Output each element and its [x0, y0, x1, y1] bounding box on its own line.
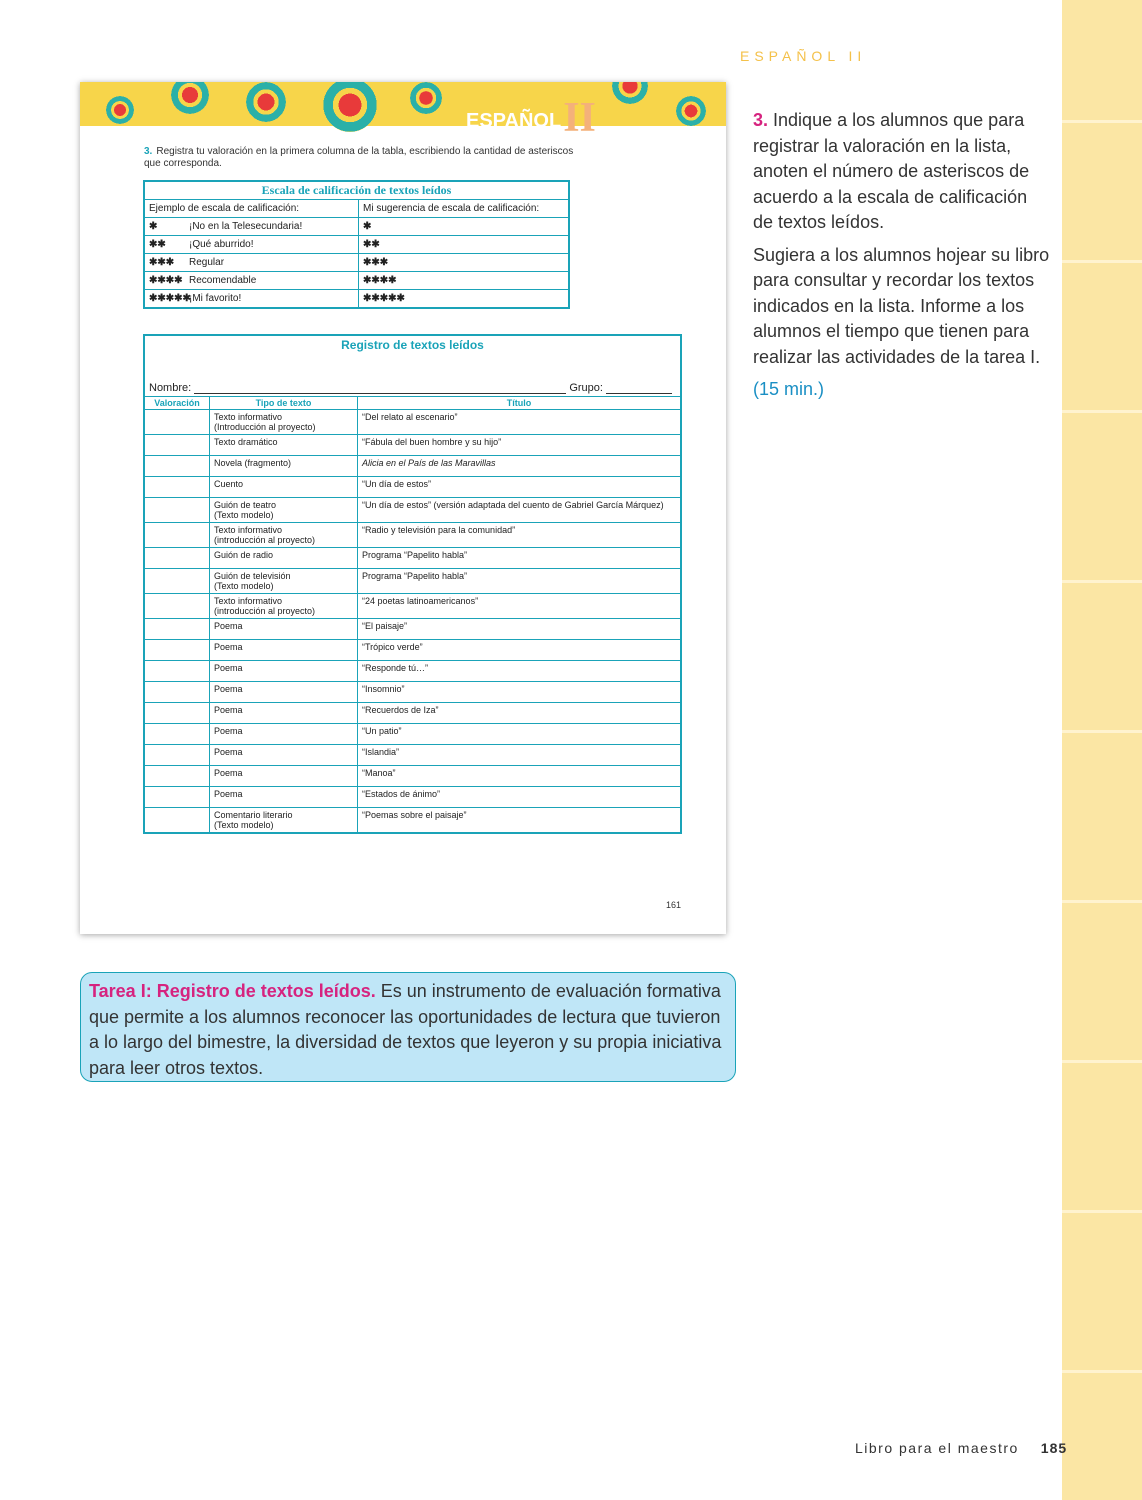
rating-scale-table: [143, 180, 570, 309]
rating-cell[interactable]: [144, 548, 210, 569]
scale-suggestion[interactable]: [359, 218, 570, 236]
text-title: “Responde tú…”: [362, 663, 429, 673]
decorative-circle-icon: [246, 82, 286, 122]
title-cell: [358, 498, 682, 523]
text-title: “Fábula del buen hombre y su hijo”: [362, 437, 502, 447]
scale-label: ¡Qué aburrido!: [189, 239, 254, 250]
footer-page-number: 185: [1040, 1440, 1068, 1456]
column-header: Ejemplo de escala de calificación:: [144, 200, 359, 218]
table-row: [144, 523, 681, 548]
stars: ✱✱✱✱✱: [363, 293, 405, 304]
group-label: Grupo:: [569, 382, 603, 394]
title-cell: [358, 703, 682, 724]
decorative-circle-icon: [323, 82, 377, 132]
scale-label: Regular: [189, 257, 225, 268]
table-row: [144, 236, 569, 254]
text-type: Guión de teatro: [214, 500, 277, 510]
note-number: 3.: [753, 110, 769, 130]
footer-label: Libro para el maestro: [855, 1440, 1019, 1456]
title-cell: [358, 766, 682, 787]
text-title: “El paisaje”: [362, 621, 408, 631]
table-row: [144, 787, 681, 808]
stars: ✱✱✱✱: [149, 275, 183, 286]
table-row: [144, 569, 681, 594]
footer: [855, 1440, 1067, 1456]
title-cell: [358, 640, 682, 661]
text-title: “Poemas sobre el paisaje”: [362, 810, 467, 820]
text-title: “Un día de estos” (versión adaptada del cuento de Gabriel García Márquez): [362, 500, 664, 510]
text-title: “Islandia”: [362, 747, 400, 757]
text-type: Poema: [214, 642, 243, 652]
text-type-note: (introducción al proyecto): [214, 606, 316, 616]
text-title: “Insomnio”: [362, 684, 405, 694]
scale-suggestion[interactable]: [359, 236, 570, 254]
type-cell: [210, 724, 358, 745]
text-title: “Recuerdos de Iza”: [362, 705, 439, 715]
text-type-note: (Texto modelo): [214, 581, 274, 591]
text-title: “Del relato al escenario”: [362, 412, 458, 422]
type-cell: [210, 661, 358, 682]
title-cell: [358, 745, 682, 766]
column-header: Valoración: [144, 397, 210, 410]
text-type-note: (Introducción al proyecto): [214, 422, 316, 432]
tarea-callout: [80, 972, 736, 1082]
text-type: Poema: [214, 705, 243, 715]
title-cell: [358, 410, 682, 435]
type-cell: [210, 682, 358, 703]
title-cell: [358, 787, 682, 808]
name-label: Nombre:: [149, 382, 192, 394]
decorative-circle-icon: [106, 96, 134, 124]
text-type: Poema: [214, 789, 243, 799]
stars: ✱✱✱: [363, 257, 389, 268]
text-type: Texto dramático: [214, 437, 278, 447]
text-title: Programa “Papelito habla”: [362, 571, 468, 581]
table-caption: Registro de textos leídos: [144, 335, 681, 356]
table-row: [144, 435, 681, 456]
table-row: [144, 254, 569, 272]
title-cell: [358, 682, 682, 703]
table-row: [144, 218, 569, 236]
table-row: [144, 661, 681, 682]
teacher-note: [753, 108, 1051, 410]
rating-cell[interactable]: [144, 523, 210, 548]
table-row: [144, 272, 569, 290]
text-type: Poema: [214, 747, 243, 757]
text-type-note: (Texto modelo): [214, 820, 274, 830]
table-row: [144, 410, 681, 435]
text-type: Texto informativo: [214, 412, 283, 422]
column-header: Mi sugerencia de escala de calificación:: [359, 200, 570, 218]
rating-cell[interactable]: [144, 745, 210, 766]
table-row: [144, 290, 569, 309]
type-cell: [210, 410, 358, 435]
table-row: [144, 498, 681, 523]
scale-example: [144, 254, 359, 272]
group-blank[interactable]: [606, 383, 672, 394]
text-title: “Un día de estos”: [362, 479, 432, 489]
column-header: Título: [358, 397, 682, 410]
page-edge-decoration: [1062, 0, 1142, 1500]
stars: ✱✱✱✱: [363, 275, 397, 286]
name-group-row: [144, 356, 681, 397]
title-cell: [358, 594, 682, 619]
table-caption: Escala de calificación de textos leídos: [144, 181, 569, 200]
page-number: 161: [666, 900, 682, 910]
scale-example: [144, 272, 359, 290]
type-cell: [210, 703, 358, 724]
rating-cell[interactable]: [144, 456, 210, 477]
table-row: [144, 703, 681, 724]
decorative-circle-icon: [676, 96, 706, 126]
stars: ✱: [149, 221, 158, 232]
title-cell: [358, 661, 682, 682]
column-header: Tipo de texto: [210, 397, 358, 410]
rating-cell[interactable]: [144, 498, 210, 523]
decorative-circle-icon: [612, 82, 648, 104]
student-book-page: [80, 82, 726, 934]
table-row: [144, 456, 681, 477]
instruction: [144, 146, 574, 170]
text-title: Programa “Papelito habla”: [362, 550, 468, 560]
scale-label: ¡No en la Telesecundaria!: [189, 221, 303, 232]
rating-cell[interactable]: [144, 661, 210, 682]
stars: ✱✱: [149, 239, 166, 250]
banner-roman: II: [563, 95, 596, 141]
title-cell: [358, 808, 682, 834]
title-cell: [358, 523, 682, 548]
text-type: Texto informativo: [214, 596, 283, 606]
type-cell: [210, 594, 358, 619]
rating-cell[interactable]: [144, 435, 210, 456]
text-type-note: (introducción al proyecto): [214, 535, 316, 545]
note-paragraph: Sugiera a los alumnos hojear su libro para consultar y recordar los textos indicados en la lista. Informe a los alumnos el tiempo que tienen para realizar las actividades de la tarea I.: [753, 244, 1050, 367]
rating-cell[interactable]: [144, 477, 210, 498]
scale-suggestion[interactable]: [359, 272, 570, 290]
stars: ✱: [363, 221, 372, 232]
table-row: [144, 745, 681, 766]
scale-example: [144, 236, 359, 254]
scale-example: [144, 290, 359, 309]
text-type: Poema: [214, 684, 243, 694]
text-type: Comentario literario: [214, 810, 293, 820]
decorative-circle-icon: [171, 82, 209, 114]
rating-cell[interactable]: [144, 569, 210, 594]
text-type: Cuento: [214, 479, 244, 489]
type-cell: [210, 808, 358, 834]
rating-cell[interactable]: [144, 724, 210, 745]
table-row: [144, 724, 681, 745]
instruction-text: Registra tu valoración en la primera columna de la tabla, escribiendo la cantidad de asteriscos que corresponda.: [144, 146, 574, 169]
type-cell: [210, 745, 358, 766]
table-row: [144, 594, 681, 619]
banner-word: ESPAÑOL: [466, 110, 562, 132]
type-cell: [210, 435, 358, 456]
table-row: [144, 477, 681, 498]
type-cell: [210, 619, 358, 640]
table-row: [144, 619, 681, 640]
type-cell: [210, 640, 358, 661]
title-cell: [358, 435, 682, 456]
name-blank[interactable]: [194, 383, 566, 394]
title-cell: [358, 724, 682, 745]
text-title: “24 poetas latinoamericanos”: [362, 596, 479, 606]
type-cell: [210, 477, 358, 498]
scale-suggestion[interactable]: [359, 254, 570, 272]
text-type: Texto informativo: [214, 525, 283, 535]
rating-cell[interactable]: [144, 640, 210, 661]
rating-cell[interactable]: [144, 808, 210, 834]
rating-cell[interactable]: [144, 410, 210, 435]
type-cell: [210, 766, 358, 787]
rating-cell[interactable]: [144, 787, 210, 808]
rating-cell[interactable]: [144, 703, 210, 724]
title-cell: [358, 456, 682, 477]
text-title: Alicia en el País de las Maravillas: [362, 458, 496, 468]
running-header: ESPAÑOL II: [740, 48, 867, 64]
title-cell: [358, 477, 682, 498]
scale-example: [144, 218, 359, 236]
text-type: Poema: [214, 621, 243, 631]
type-cell: [210, 456, 358, 477]
scale-label: Recomendable: [189, 275, 257, 286]
type-cell: [210, 498, 358, 523]
rating-cell[interactable]: [144, 766, 210, 787]
table-row: [144, 682, 681, 703]
scale-suggestion[interactable]: [359, 290, 570, 309]
type-cell: [210, 523, 358, 548]
rating-cell[interactable]: [144, 619, 210, 640]
stars: ✱✱✱✱✱: [149, 293, 191, 304]
rating-cell[interactable]: [144, 594, 210, 619]
table-row: [144, 548, 681, 569]
scale-label: ¡Mi favorito!: [189, 293, 242, 304]
text-type: Guión de televisión: [214, 571, 291, 581]
type-cell: [210, 569, 358, 594]
text-title: “Radio y televisión para la comunidad”: [362, 525, 516, 535]
text-type: Poema: [214, 663, 243, 673]
banner-title: [466, 90, 596, 141]
title-cell: [358, 619, 682, 640]
text-title: “Manoa”: [362, 768, 396, 778]
decorative-circle-icon: [410, 82, 442, 114]
table-row: [144, 808, 681, 834]
stars: ✱✱: [363, 239, 380, 250]
tarea-body: Es un instrumento de evaluación formativa que permite a los alumnos reconocer las oportunidades de lectura que tuvieron a lo largo del bimestre, la diversidad de textos que leyeron y su propia iniciativa para leer otros textos.: [89, 981, 722, 1078]
type-cell: [210, 787, 358, 808]
table-row: [144, 766, 681, 787]
reading-register-table: [143, 334, 682, 834]
banner: [80, 82, 726, 141]
text-type: Poema: [214, 768, 243, 778]
stars: ✱✱✱: [149, 257, 175, 268]
text-title: “Trópico verde”: [362, 642, 423, 652]
text-title: “Estados de ánimo”: [362, 789, 441, 799]
text-type: Poema: [214, 726, 243, 736]
rating-cell[interactable]: [144, 682, 210, 703]
text-type-note: (Texto modelo): [214, 510, 274, 520]
note-time: (15 min.): [753, 379, 825, 399]
type-cell: [210, 548, 358, 569]
title-cell: [358, 548, 682, 569]
text-type: Guión de radio: [214, 550, 274, 560]
instruction-number: 3.: [144, 146, 153, 157]
text-title: “Un patio”: [362, 726, 402, 736]
note-paragraph: Indique a los alumnos que para registrar la valoración en la lista, anoten el número de asteriscos de acuerdo a la escala de calificación de textos leídos.: [753, 110, 1030, 232]
text-type: Novela (fragmento): [214, 458, 292, 468]
tarea-title: Tarea I: Registro de textos leídos.: [89, 981, 376, 1001]
title-cell: [358, 569, 682, 594]
table-row: [144, 640, 681, 661]
